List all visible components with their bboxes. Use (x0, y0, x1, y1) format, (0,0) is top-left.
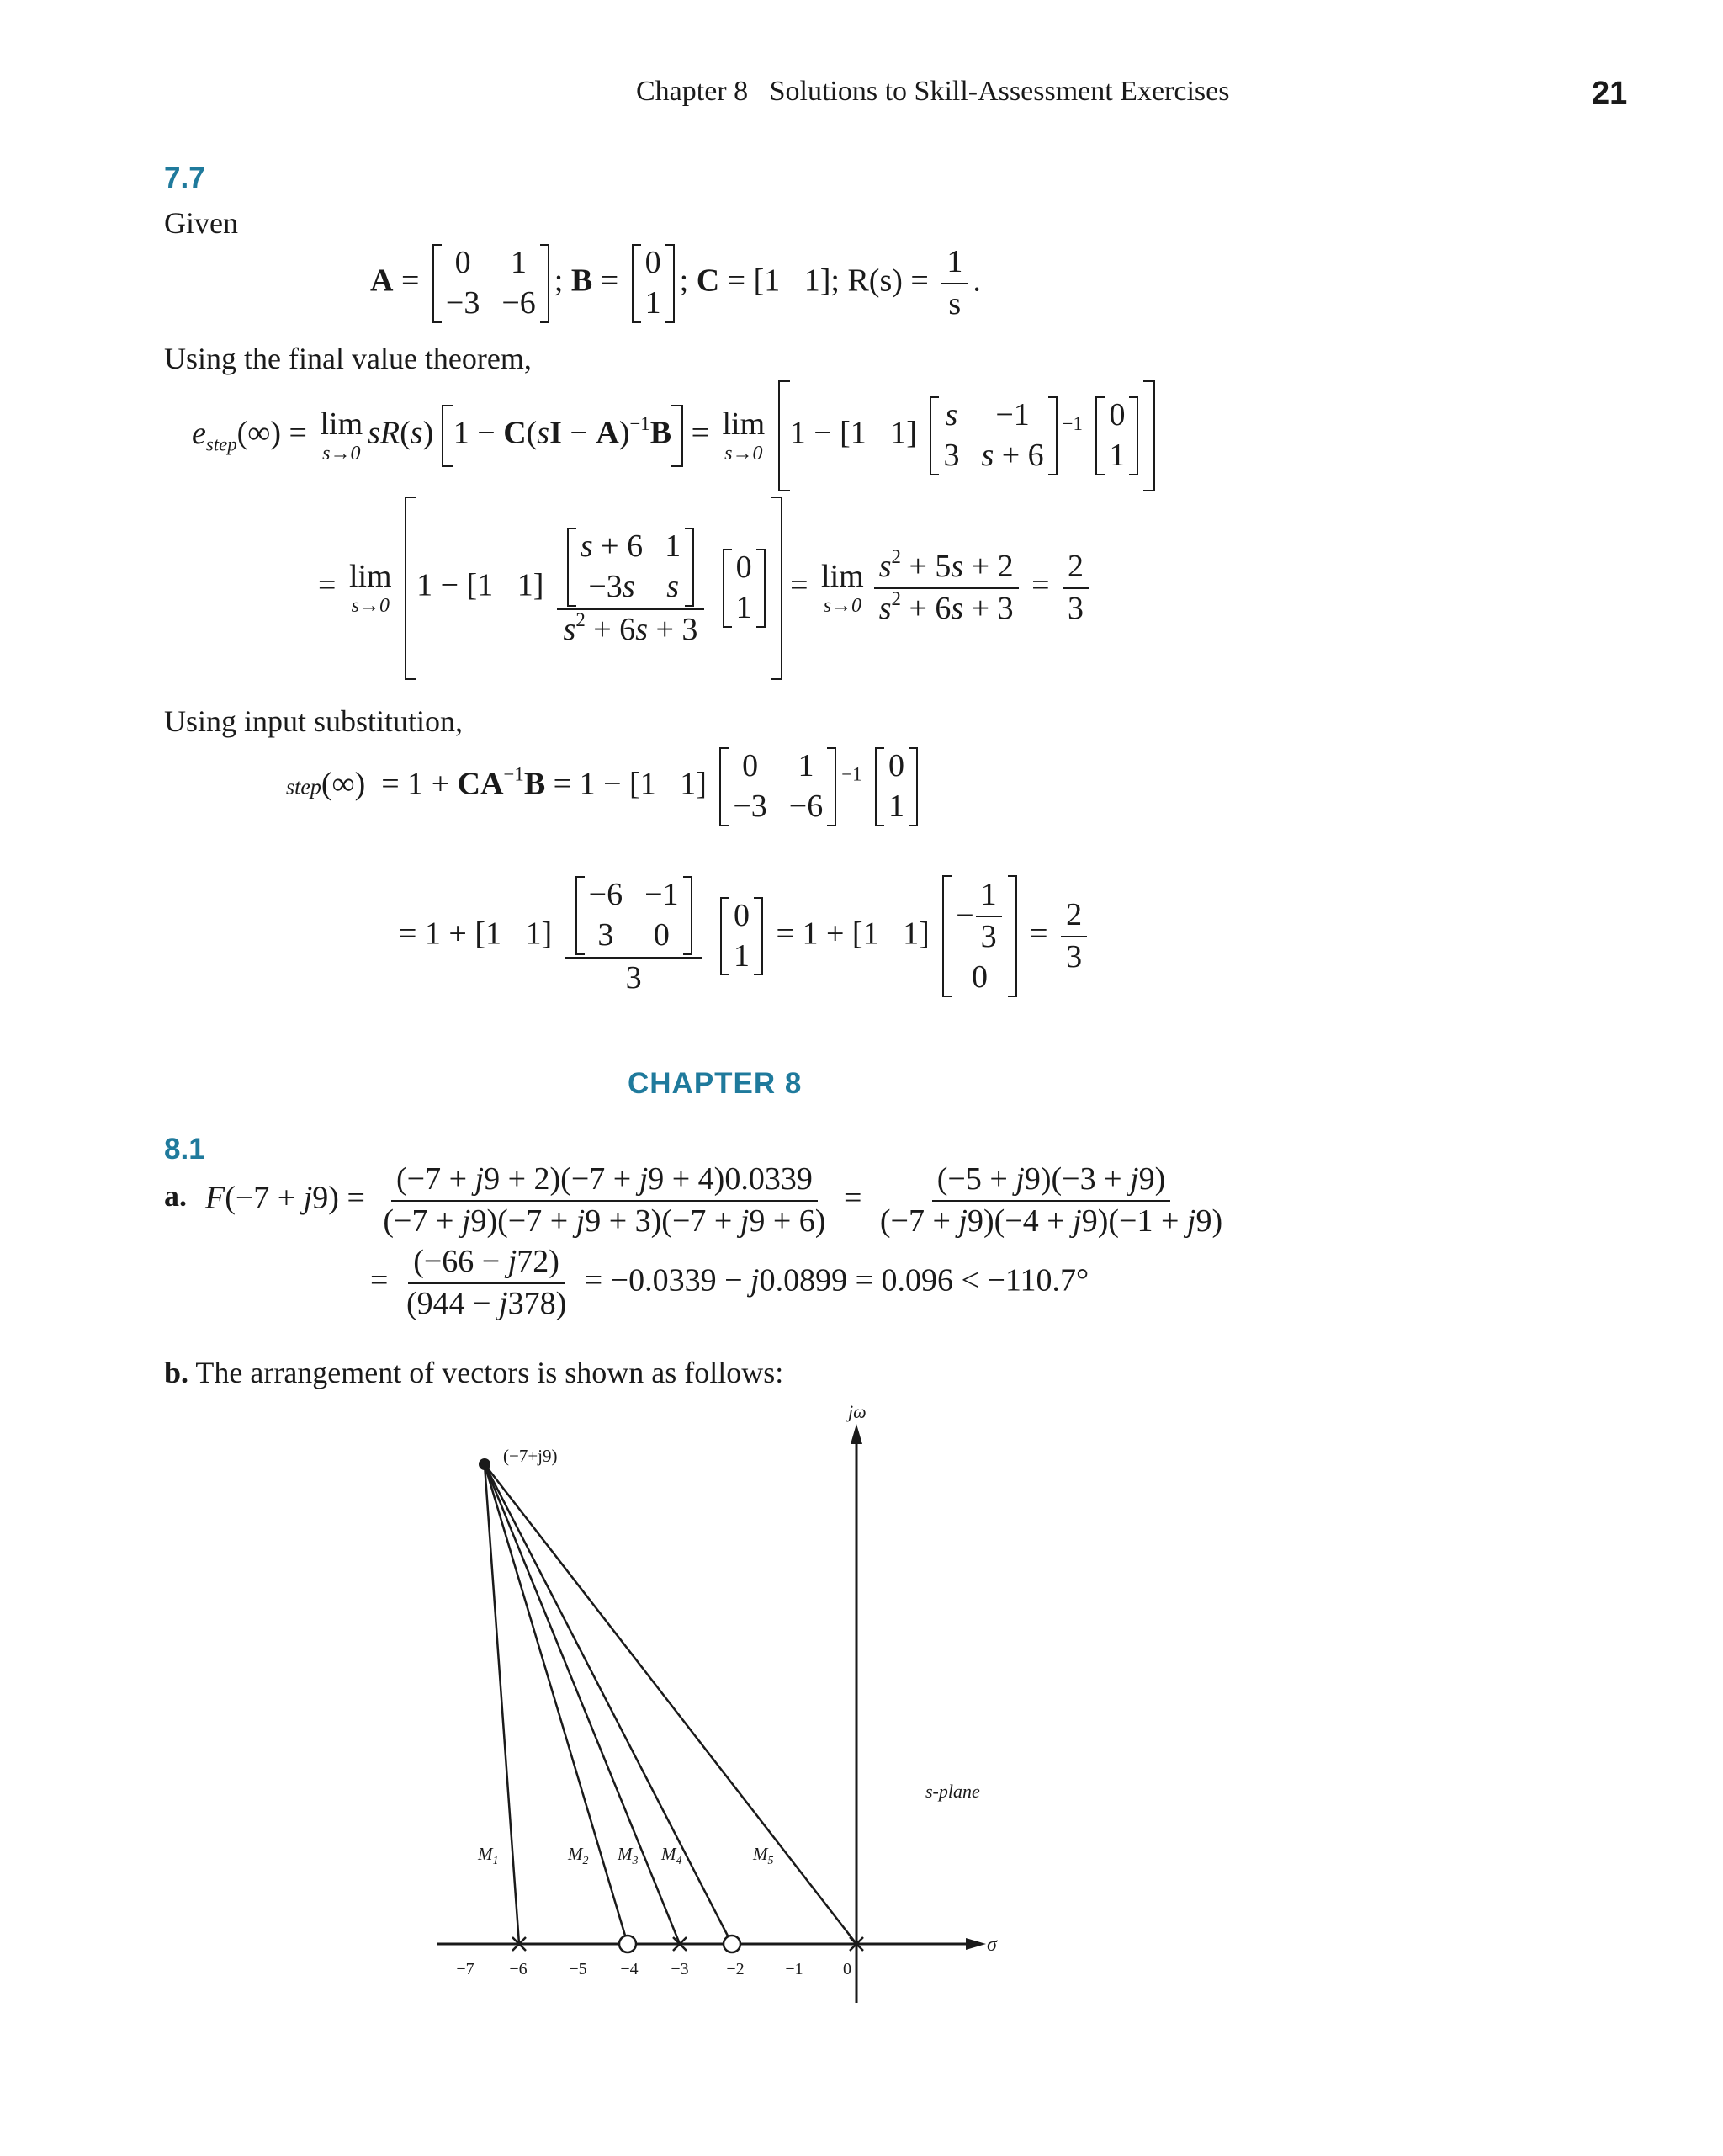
equation-8-1-a-line2: = $\frac{(-66 - j72)}{(944 - j378)}$ = −0.0339 − j0.0899 = 0.096 < −110.7° (370, 1244, 1089, 1321)
vector-label-m1: $M_1$ (478, 1844, 499, 1867)
section-8-1-heading: 8.1 (164, 1133, 205, 1166)
tick-label: −5 (569, 1960, 587, 1978)
given-label: Given (164, 206, 238, 240)
tick-label: −6 (509, 1960, 528, 1978)
tick-label: −2 (726, 1960, 745, 1978)
real-axis-label: σ (987, 1934, 997, 1956)
equation-input-line2: = 1 + [1 1] −6 −1 3 0 3 0 1 = 1 + [1 1] − $\frac{1}{3}$ 0 = $\frac{2}{3}$ (399, 875, 1092, 997)
equation-given-matrices: A = 0 1 −3 −6 ; B = 0 1 ; C = [1 1]; R(s) = $\frac{1}{s}$ . (370, 244, 981, 321)
part-b-text: The arrangement of vectors is shown as follows: (195, 1356, 784, 1389)
zero-marker (724, 1936, 740, 1952)
equation-8-1-a-line1: F(−7 + j9) = $\frac{(-7 + j9 + 2)(-7 + j9 + 4)0.0339}{(-7 + j9)(-7 + j9 + 3)(-7 + j9 + 6)}$ = $\frac{(-5 + j9)(-3 + j9)}{(-7 + j9)(-4 + j9)(-1 + j9)}$ (205, 1161, 1223, 1239)
tick-label: 0 (843, 1960, 851, 1978)
tick-label: −1 (785, 1960, 803, 1978)
vector-label-m4: $M_4$ (661, 1844, 682, 1867)
real-axis-arrowhead (966, 1938, 986, 1950)
page-number: 21 (1592, 76, 1628, 111)
equation-input-line1: step(∞) = $1 + CA^{-1}B = 1 - [1$ 1] 0 1 −3 −6 $^{-1}$ 0 1 (286, 747, 923, 826)
imag-axis-arrowhead (851, 1424, 862, 1444)
vector-m2 (485, 1464, 628, 1944)
section-7-7-heading: 7.7 (164, 162, 205, 194)
part-a-label: a. (164, 1179, 187, 1213)
imag-axis-label: jω (848, 1401, 867, 1422)
vector-m5 (485, 1464, 856, 1944)
vector-label-m3: $M_3$ (618, 1844, 639, 1867)
running-header: Chapter 8 Solutions to Skill-Assessment Exercises (636, 76, 1230, 107)
chapter-8-heading: CHAPTER 8 (628, 1067, 803, 1100)
vector-labels (477, 1844, 774, 1867)
input-substitution-intro: Using input substitution, (164, 704, 464, 738)
zero-marker (619, 1936, 636, 1952)
tick-label: −7 (456, 1960, 474, 1978)
tick-label: −4 (620, 1960, 639, 1978)
vector-label-m5: $M_5$ (753, 1844, 774, 1867)
test-point-label: (−7+j9) (503, 1446, 558, 1466)
vector-label-m2: $M_2$ (568, 1844, 589, 1867)
vector-m4 (485, 1464, 732, 1944)
equation-fvt-line1: $e_{step}(\infty)$ = lim s→0 sR(s) 1 − C(sI − A)$^{-1}$B = lim s→0 1 − [1 1] s −1 3 s + 6 $^{-1}$ 0 1 (192, 380, 1155, 491)
equation-fvt-line2: = lim s→0 1 − [1 1] s + 6 1 −3s s $s^2 + 6s + 3$ 0 1 = lim s→0 $\frac{s^2 + 5s + 2}{s^2 + 6s + 3}$ = $\frac{2}{3}$ (318, 497, 1094, 680)
tick-label: −3 (671, 1960, 689, 1978)
x-tick-labels (456, 1960, 851, 1978)
fvt-intro: Using the final value theorem, (164, 342, 532, 375)
test-point-dot (479, 1458, 490, 1470)
s-plane-label: s-plane (925, 1781, 980, 1802)
part-b-label: b. (164, 1356, 189, 1389)
